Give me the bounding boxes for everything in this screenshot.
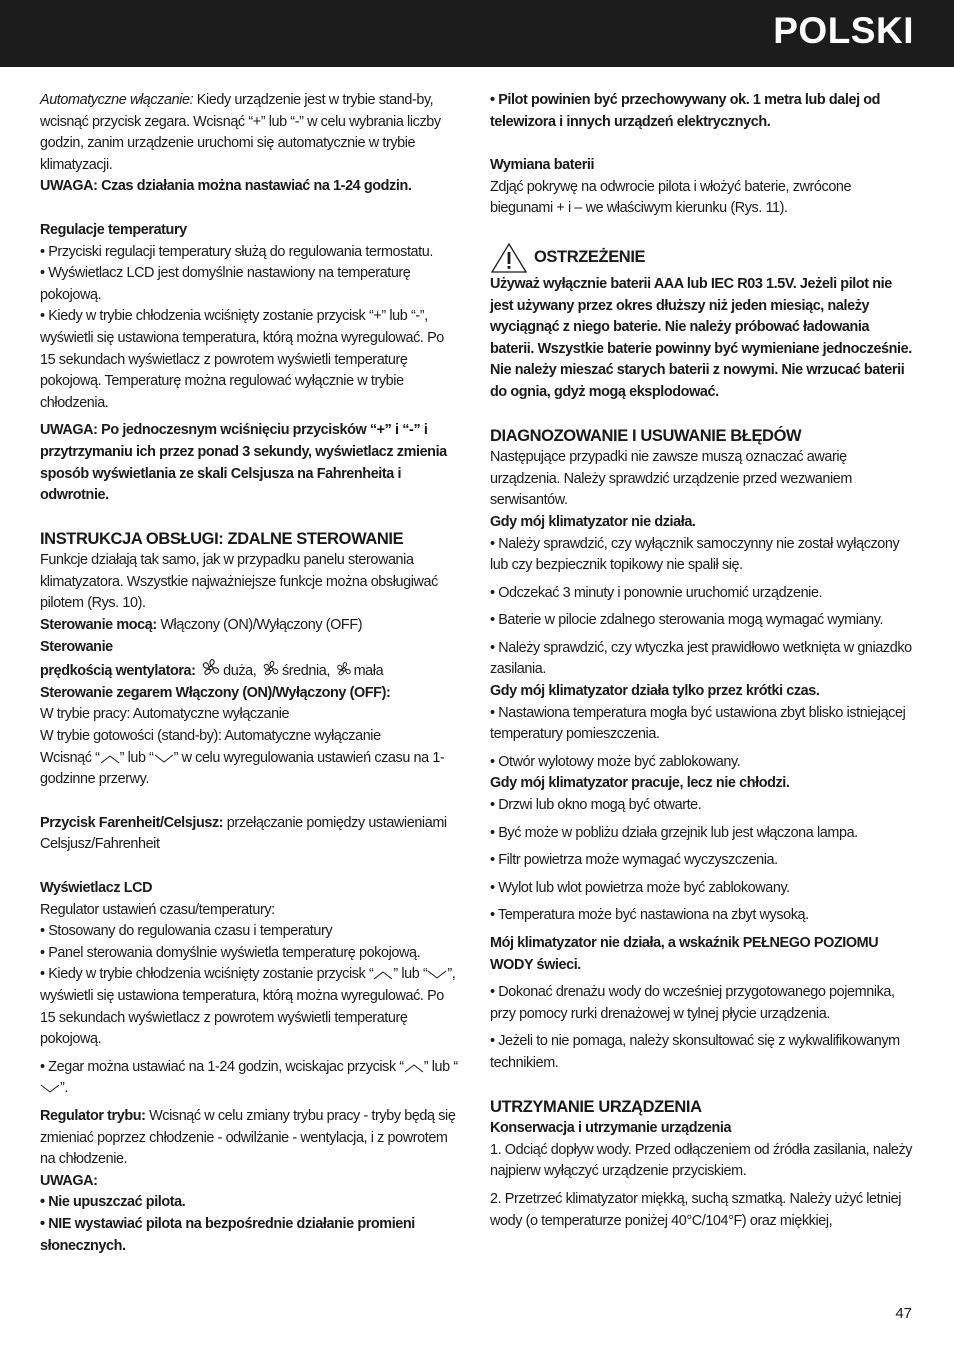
case3-title: Gdy mój klimatyzator pracuje, lecz nie chłodzi. <box>490 775 790 792</box>
case1-title: Gdy mój klimatyzator nie działa. <box>490 513 696 530</box>
battery-text: Zdjąć pokrywę na odwrocie pilota i włożyć baterie, zwrócone biegunami + i – we właściwym kierunku (Rys. 11). <box>490 178 852 217</box>
power-label: Sterowanie mocą: <box>40 617 157 634</box>
case-item: • Drzwi lub okno mogą być otwarte. <box>490 797 702 814</box>
temp-item: • Przyciski regulacji temperatury służą do regulowania termostatu. <box>40 243 433 260</box>
mode-label: Regulator trybu: <box>40 1107 146 1124</box>
lcd-text: ”. <box>60 1080 68 1097</box>
lcd-text: • Kiedy w trybie chłodzenia wciśnięty zostanie przycisk “ <box>40 966 374 983</box>
fan-low: mała <box>353 663 384 680</box>
maint-title: UTRZYMANIE URZĄDZENIA <box>490 1097 702 1116</box>
fan-icon <box>334 661 354 678</box>
case-item: • Jeżeli to nie pomaga, należy skonsultować się z wykwalifikowanym technikiem. <box>490 1033 900 1071</box>
mode-paragraph <box>40 1106 460 1171</box>
note-item: • Pilot powinien być przechowywany ok. 1 metra lub dalej od telewizora i innych urządzeń elektrycznych. <box>490 92 881 130</box>
timer-line: W trybie pracy: Automatyczne wyłączanie <box>40 706 290 723</box>
case-item: • Filtr powietrza może wymagać wyczyszczenia. <box>490 852 778 869</box>
remote-title: INSTRUKCJA OBSŁUGI: ZDALNE STEROWANIE <box>40 529 404 548</box>
lcd-line: • Stosowany do regulowania czasu i temperatury <box>40 923 333 940</box>
fan-line <box>40 658 460 683</box>
lcd-text: • Zegar można ustawiać na 1-24 godzin, wciskajac przycisk “ <box>40 1058 404 1075</box>
case4-title: Mój klimatyzator nie działa, a wskaźnik PEŁNEGO POZIOMU WODY świeci. <box>490 935 879 973</box>
temp-item: • Wyświetlacz LCD jest domyślnie nastawiony na temperaturę pokojową. <box>40 265 411 303</box>
case-item: • Dokonać drenażu wody do wcześniej przygotowanego pojemnika, przy pomocy rurki drenażowej w tylnej płycie urządzenia. <box>490 984 895 1022</box>
lcd-line <box>40 964 460 1050</box>
page-number: 47 <box>895 1305 912 1322</box>
warning-text: Używaż wyłącznie baterii AAA lub IEC R03 1.5V. Jeżeli pilot nie jest używany przez okres dłuższy niż jeden miesiąc, należy wyciągnąć z niego baterie. Nie należy próbować ładowania baterii. Wszystkie baterie powinny być wymieniane jednocześnie. Nie należy mieszać starych baterii z nowymi. Nie wrzucać baterii do ognia, gdyż mogą eksplodować. <box>490 275 912 400</box>
power-line <box>40 615 460 637</box>
lcd-line: Regulator ustawień czasu/temperatury: <box>40 901 275 918</box>
timer-text: ” lub “ <box>119 749 154 766</box>
left-column <box>40 90 460 1257</box>
warning-header <box>490 242 914 274</box>
chevron-up-icon <box>100 753 120 765</box>
warning-title: OSTRZEŻENIE <box>534 248 646 267</box>
note-label: UWAGA: <box>40 1172 98 1189</box>
timer-label: Sterowanie zegarem Włączony (ON)/Wyłączony (OFF): <box>40 684 391 701</box>
fan-label-2: prędkością wentylatora: <box>40 663 196 680</box>
temp-note: UWAGA: Po jednoczesnym wciśnięciu przycisków “+” i “-” i przytrzymaniu ich przez ponad 3 sekundy, wyświetlacz zmienia sposób wyświetlania ze skali Celsjusza na Fahrenheita i odwrotnie. <box>40 422 447 504</box>
diag-title: DIAGNOZOWANIE I USUWANIE BŁĘDÓW <box>490 426 802 445</box>
battery-title: Wymiana baterii <box>490 157 595 174</box>
page-header <box>0 0 954 67</box>
case-item: • Wylot lub wlot powietrza może być zablokowany. <box>490 879 790 896</box>
language-title: POLSKI <box>773 10 914 51</box>
timer-text: ” w celu wyregulowania ustawień czasu na 1-godzinne przerwy. <box>40 749 445 788</box>
timer-line: W trybie gotowości (stand-by): Automatyczne wyłączanie <box>40 728 381 745</box>
maint-subtitle: Konserwacja i utrzymanie urządzenia <box>490 1120 732 1137</box>
fan-high: duża, <box>223 663 260 680</box>
mode-text: Wcisnąć w celu zmiany trybu pracy - tryby będą się zmieniać poprzez chłodzenie - odwilżanie - wentylacja, i z powrotem na chłodzenie. <box>40 1107 456 1168</box>
lcd-line <box>40 1057 460 1100</box>
chevron-down-icon <box>40 1083 60 1095</box>
chevron-up-icon <box>373 969 393 981</box>
case-item: • Odczekać 3 minuty i ponownie uruchomić urządzenie. <box>490 584 823 601</box>
lcd-line: • Panel sterowania domyślnie wyświetla temperaturę pokojową. <box>40 944 421 961</box>
lcd-text: ” lub “ <box>393 966 428 983</box>
fan-label-1: Sterowanie <box>40 638 113 655</box>
auto-on-paragraph <box>40 90 460 176</box>
temp-item: • Kiedy w trybie chłodzenia wciśnięty zostanie przycisk “+” lub “-”, wyświetli się ustawiona temperatura, którą można wyregulować. Po 15 sekundach wyświetlacz z powrotem wyświetli temperaturę pokojową. Temperaturę można regulować wyłącznie w trybie chłodzenia. <box>40 308 444 411</box>
timer-line <box>40 748 460 791</box>
chevron-down-icon <box>154 753 174 765</box>
fc-label: Przycisk Farenheit/Celsjusz: <box>40 814 224 831</box>
fan-icon <box>199 658 223 678</box>
right-column <box>490 90 914 1232</box>
lcd-text: ” lub “ <box>423 1058 458 1075</box>
case-item: • Należy sprawdzić, czy wyłącznik samoczynny nie został wyłączony lub czy bezpiecznik topikowy nie spalił się. <box>490 535 900 574</box>
fc-text: przełączanie pomiędzy ustawieniami Celsjusz/Fahrenheit <box>40 814 447 853</box>
diag-intro: Następujące przypadki nie zawsze muszą oznaczać awarię urządzenia. Należy sprawdzić urządzenie przed wezwaniem serwisantów. <box>490 449 852 509</box>
power-text: Włączony (ON)/Wyłączony (OFF) <box>156 617 363 634</box>
lcd-title: Wyświetlacz LCD <box>40 880 153 896</box>
chevron-down-icon <box>427 969 447 981</box>
note-item: • NIE wystawiać pilota na bezpośrednie działanie promieni słonecznych. <box>40 1215 415 1254</box>
temp-title: Regulacje temperatury <box>40 221 187 238</box>
warning-triangle-icon <box>490 242 528 274</box>
auto-on-note: UWAGA: Czas działania można nastawiać na 1-24 godzin. <box>40 178 412 195</box>
remote-intro: Funkcje działają tak samo, jak w przypadku panelu sterowania klimatyzatora. Wszystkie najważniejsze funkcje można obsługiwać pilotem (Rys. 10). <box>40 552 438 612</box>
case-item: • Należy sprawdzić, czy wtyczka jest prawidłowo wetknięta w gniazdko zasilania. <box>490 639 912 678</box>
case-item: • Być może w pobliżu działa grzejnik lub jest włączona lampa. <box>490 824 858 841</box>
note-item: • Nie upuszczać pilota. <box>40 1194 186 1211</box>
timer-text: Wcisnąć “ <box>40 749 100 766</box>
maint-item: 2. Przetrzeć klimatyzator miękką, suchą szmatką. Należy użyć letniej wody (o temperaturze poniżej 40°C/104°F) oraz miękkiej, <box>490 1190 902 1229</box>
lcd-text: ”, wyświetli się ustawiona temperatura, którą można wyregulować. Po 15 sekundach wyświetlacz z powrotem wyświetli temperaturę pokojową. <box>40 966 456 1048</box>
case-item: • Nastawiona temperatura mogła być ustawiona zbyt blisko istniejącej temperatury pomieszczenia. <box>490 704 906 743</box>
fan-mid: średnia, <box>281 663 334 680</box>
case-item: • Baterie w pilocie zdalnego sterowania mogą wymagać wymiany. <box>490 612 884 629</box>
auto-on-text: Kiedy urządzenie jest w trybie stand-by, wcisnąć przycisk zegara. Wcisnąć “+” lub “-” w celu wybrania liczby godzin, zanim urządzenie uruchomi się automatycznie w trybie klimatyzacji. <box>40 92 441 173</box>
case-item: • Otwór wylotowy może być zablokowany. <box>490 753 741 770</box>
case-item: • Temperatura może być nastawiona na zbyt wysoką. <box>490 907 809 924</box>
maint-item: 1. Odciąć dopływ wody. Przed odłączeniem od źródła zasilania, należy najpierw wyłączyć urządzenie przyciskiem. <box>490 1141 913 1180</box>
fan-icon <box>260 660 282 678</box>
auto-on-label: Automatyczne włączanie: <box>40 92 194 108</box>
case2-title: Gdy mój klimatyzator działa tylko przez krótki czas. <box>490 683 820 700</box>
fc-paragraph <box>40 813 460 856</box>
chevron-up-icon <box>404 1062 424 1074</box>
